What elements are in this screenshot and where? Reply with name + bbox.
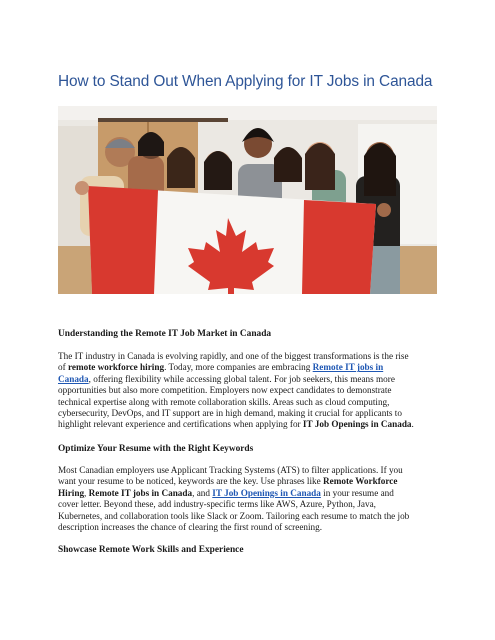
text-run: . bbox=[411, 419, 414, 430]
text-run: cybersecurity, DevOps, and IT support are in high demand, making it crucial for applicants to bbox=[58, 408, 402, 419]
inline-link[interactable]: Canada bbox=[58, 373, 89, 384]
bold-keyword: remote workforce hiring bbox=[67, 362, 165, 373]
text-run: in your resume and bbox=[320, 487, 394, 498]
inline-link[interactable]: Remote IT jobs in bbox=[312, 362, 384, 373]
text-run: cover letter. Beyond these, add industry-specific terms like AWS, Azure, Python, Java, bbox=[58, 499, 376, 510]
paragraph-market-text bbox=[58, 351, 438, 431]
text-run: , and bbox=[192, 487, 213, 498]
canada-flag-icon bbox=[88, 186, 376, 294]
paragraph-resume-text bbox=[58, 465, 438, 533]
bold-keyword: Remote Workforce bbox=[323, 476, 398, 487]
text-run: , offering flexibility while accessing global talent. For job seekers, this means more bbox=[88, 373, 395, 384]
text-run: want your resume to be noticed, keywords are the key. Use phrases like bbox=[58, 476, 323, 487]
text-run: . Today, more companies are embracing bbox=[164, 362, 313, 373]
canadian-flag-group-photo-icon bbox=[58, 106, 437, 294]
section-heading-market: Understanding the Remote IT Job Market in Canada bbox=[58, 329, 272, 339]
bold-keyword: Hiring bbox=[58, 487, 85, 498]
bold-keyword: IT Job Openings in Canada bbox=[302, 419, 412, 430]
text-run: The IT industry in Canada is evolving rapidly, and one of the biggest transformations is the rise bbox=[58, 351, 409, 361]
section-heading-resume: Optimize Your Resume with the Right Keywords bbox=[58, 444, 254, 454]
section-heading-remote-skills: Showcase Remote Work Skills and Experience bbox=[58, 545, 244, 555]
paragraph-market bbox=[58, 351, 438, 431]
article-title: How to Stand Out When Applying for IT Jobs in Canada bbox=[58, 73, 433, 90]
bold-keyword: Remote IT jobs in Canada bbox=[88, 487, 193, 498]
text-run: Most Canadian employers use Applicant Tracking Systems (ATS) to filter applications. If you bbox=[58, 465, 403, 475]
text-run: technical expertise along with remote collaboration skills. Areas such as cloud computing, bbox=[58, 396, 390, 407]
text-run: , bbox=[84, 487, 89, 498]
text-run: opportunities but also more competition. Employers now expect candidates to demonstrate bbox=[58, 385, 392, 396]
text-run: Kubernetes, and collaboration tools like Slack or Zoom. Tailoring each resume to match the job bbox=[58, 510, 410, 521]
inline-link[interactable]: IT Job Openings in Canada bbox=[212, 487, 321, 498]
text-run: highlight relevant experience and certifications when applying for bbox=[58, 419, 303, 430]
hero-image bbox=[58, 106, 437, 294]
text-run: description increases the chance of clearing the first round of screening. bbox=[58, 522, 323, 533]
text-run: of bbox=[58, 362, 68, 373]
paragraph-resume bbox=[58, 465, 438, 533]
